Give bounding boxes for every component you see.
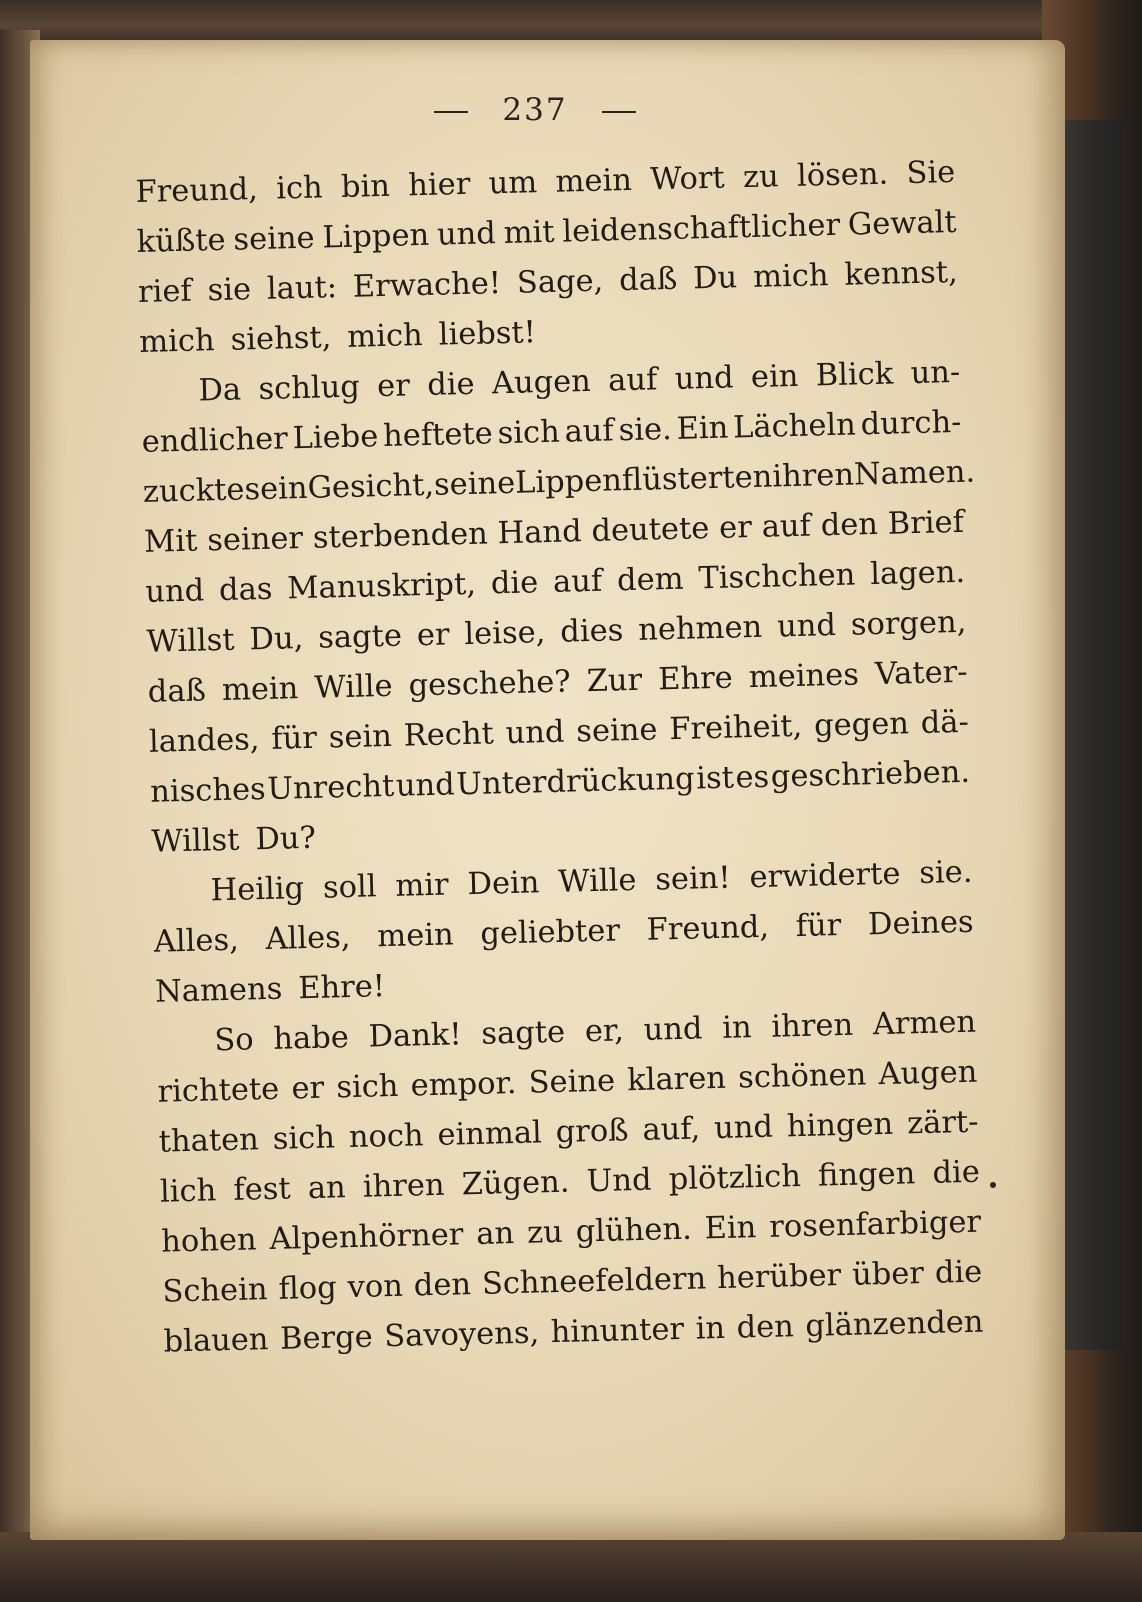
page-number-dash-right	[602, 111, 636, 113]
word: Namen.	[853, 454, 976, 493]
word: heftete	[382, 416, 494, 455]
word: hingen	[786, 1106, 894, 1145]
word: nehmen	[637, 609, 763, 648]
word: hohen	[160, 1222, 257, 1260]
word: sagte	[317, 618, 403, 656]
word: Willst	[151, 822, 240, 860]
word: habe	[272, 1020, 350, 1057]
word: Zügen.	[461, 1164, 570, 1203]
word: und	[643, 1011, 703, 1048]
word: kennst,	[843, 254, 959, 293]
word: Willst	[146, 622, 235, 660]
word: endlicher	[141, 421, 289, 460]
word: die	[934, 1254, 983, 1291]
word: geliebter	[479, 913, 621, 952]
word: Ehre!	[297, 969, 386, 1007]
word: dem	[616, 561, 684, 599]
word: laut:	[266, 270, 338, 307]
page-number-header	[0, 92, 1070, 128]
word: seine	[575, 712, 658, 750]
word: flüsterten	[621, 459, 773, 499]
word: ihren	[771, 1007, 854, 1045]
word: sein	[328, 718, 393, 756]
word: hier	[407, 166, 471, 204]
word: meines	[748, 657, 860, 696]
word: das	[218, 571, 273, 609]
word: zu	[526, 1214, 564, 1251]
word: un-	[910, 354, 961, 392]
word: auf	[761, 508, 812, 545]
word: sie	[207, 272, 252, 309]
word: in	[695, 1310, 726, 1347]
word: Freund,	[646, 909, 770, 948]
word: Da	[198, 372, 242, 409]
word: klaren	[626, 1060, 727, 1099]
word: lagen.	[869, 554, 966, 593]
page-number: 237	[502, 92, 568, 128]
word: auf,	[642, 1111, 701, 1148]
word: durch-	[860, 404, 962, 443]
word: sein!	[654, 860, 732, 898]
word: liebst!	[438, 315, 537, 353]
word: leise,	[463, 615, 546, 653]
word: sterbenden	[312, 516, 489, 556]
word: den	[413, 1267, 472, 1304]
word: Ehre	[657, 660, 734, 698]
word: einmal	[437, 1115, 543, 1153]
word: bin	[340, 168, 391, 205]
word: sie.	[618, 411, 673, 449]
word: daß	[147, 673, 207, 710]
word: mich	[138, 323, 216, 360]
word: Alpenhörner	[269, 1217, 464, 1258]
word: sich	[272, 1120, 336, 1157]
word: mein	[376, 917, 455, 955]
word: seiner	[206, 521, 304, 559]
word: fest	[233, 1171, 292, 1208]
word: glühen.	[575, 1211, 693, 1250]
word: Ein	[676, 410, 729, 447]
word: Lippen	[321, 217, 430, 256]
word: und	[436, 216, 497, 253]
word: sie.	[918, 854, 973, 892]
word: rosenfarbiger	[768, 1204, 982, 1245]
book-cover-spine-strip	[1062, 120, 1122, 1350]
word: er	[416, 617, 450, 654]
word: thaten	[158, 1122, 260, 1160]
word: Wille	[313, 668, 393, 706]
word: Zur	[586, 662, 643, 700]
word: sich	[335, 1068, 399, 1106]
word: an	[475, 1216, 515, 1252]
word: ein	[750, 358, 799, 396]
word: ist	[695, 760, 735, 797]
word: zuckte	[142, 472, 245, 510]
word: er,	[584, 1013, 625, 1050]
word: Du?	[255, 820, 317, 858]
word: leidenschaftlicher	[561, 207, 841, 250]
word: Du	[692, 260, 738, 297]
page-body-text	[135, 148, 984, 1368]
word: Ein	[704, 1210, 757, 1247]
word: um	[488, 165, 538, 202]
word: ihren	[771, 457, 855, 495]
word: sein	[244, 470, 309, 508]
word: soll	[322, 869, 377, 906]
word: Vater-	[874, 654, 968, 693]
word: ihren	[362, 1167, 445, 1205]
word: Dank!	[368, 1017, 463, 1055]
word: und	[713, 1109, 774, 1147]
word: Deines	[867, 904, 975, 943]
word: auf	[564, 413, 615, 450]
word: zu	[742, 159, 780, 196]
word: Liebe	[292, 419, 379, 457]
word: lösen.	[796, 156, 889, 194]
word: küßte	[136, 222, 227, 260]
word: Gesicht,	[307, 467, 435, 506]
word: flog	[278, 1270, 338, 1307]
word: er	[291, 1070, 325, 1107]
word: Recht	[403, 716, 495, 754]
word: er	[376, 368, 411, 405]
word: sorgen,	[850, 604, 967, 643]
word: landes,	[148, 722, 260, 760]
word: Tischchen	[698, 557, 856, 597]
word: groß	[555, 1113, 629, 1151]
word: Freiheit,	[668, 708, 803, 748]
word: auf	[607, 362, 658, 399]
word: für	[795, 907, 842, 945]
word: glänzenden	[804, 1304, 984, 1344]
ink-speck	[990, 1182, 996, 1188]
word: Berge	[279, 1319, 374, 1357]
word: und	[674, 360, 734, 397]
word: Schneefeldern	[481, 1261, 707, 1302]
word: es	[735, 759, 770, 796]
word: Alles,	[265, 919, 351, 958]
word: über	[851, 1256, 925, 1293]
word: Freund,	[135, 172, 259, 210]
word: So	[213, 1022, 255, 1059]
word: nisches	[149, 771, 267, 810]
word: und	[505, 714, 565, 752]
word: Alles,	[153, 922, 240, 960]
word: Brief	[887, 504, 965, 542]
word: Dein	[467, 865, 540, 903]
word: mich	[346, 318, 424, 355]
word: für	[270, 720, 318, 757]
word: mein	[555, 162, 633, 200]
word: Unterdrückung	[455, 761, 696, 803]
word: und	[776, 608, 837, 645]
word: dies	[559, 613, 624, 650]
word: Du,	[249, 621, 304, 658]
word: deutete	[591, 511, 710, 549]
word: Augen	[878, 1054, 978, 1093]
word: geschrieben.	[770, 754, 971, 795]
word: Manuskript,	[286, 566, 477, 607]
word: Wort	[649, 160, 726, 198]
word: den	[820, 506, 879, 544]
word: Namens	[154, 971, 283, 1010]
word: daß	[618, 261, 678, 299]
word: und	[395, 767, 456, 804]
word: schlug	[258, 369, 361, 408]
word: Gewalt	[847, 204, 958, 243]
word: zärt-	[906, 1104, 979, 1142]
word: Unrecht	[266, 768, 395, 807]
word: Lächeln	[732, 407, 857, 446]
word: hinunter	[550, 1311, 685, 1351]
word: sich	[497, 414, 561, 452]
word: Armen	[872, 1004, 977, 1043]
word: seine	[433, 465, 516, 503]
word: fingen	[817, 1156, 916, 1194]
word: herüber	[716, 1258, 842, 1297]
word: in	[721, 1010, 753, 1046]
word: mein	[221, 671, 299, 709]
word: Augen	[491, 363, 592, 402]
word: er	[718, 510, 753, 546]
word: richtete	[157, 1071, 280, 1110]
word: die	[426, 366, 475, 403]
word: Lippen	[514, 463, 623, 501]
word: Und	[586, 1162, 652, 1200]
book-cover-bottom-edge	[0, 1532, 1142, 1602]
word: Blick	[815, 356, 894, 394]
word: Wille	[557, 862, 637, 900]
word: dä-	[920, 704, 970, 741]
page-number-dash-left	[434, 111, 468, 113]
word: schönen	[737, 1057, 867, 1096]
word: seine	[233, 220, 316, 258]
word: die	[932, 1154, 981, 1191]
word: den	[736, 1309, 795, 1346]
word: Savoyens,	[383, 1315, 540, 1355]
word: auf	[552, 563, 603, 600]
word: Hand	[497, 514, 583, 552]
word: blauen	[163, 1322, 269, 1360]
word: lich	[159, 1173, 217, 1210]
word: geschehe?	[408, 664, 572, 704]
word: sagte	[480, 1014, 566, 1052]
word: die	[490, 565, 539, 602]
word: mit	[503, 214, 555, 252]
word: und	[144, 573, 205, 610]
word: Sage,	[516, 263, 604, 301]
word: empor.	[410, 1065, 517, 1104]
word: mich	[752, 258, 829, 295]
word: erwiderte	[749, 856, 901, 896]
word: noch	[348, 1118, 424, 1156]
word: gegen	[813, 706, 910, 744]
word: plötzlich	[668, 1159, 802, 1198]
word: ich	[275, 170, 324, 207]
word: an	[307, 1170, 347, 1207]
word: Schein	[162, 1272, 268, 1310]
word: rief	[137, 273, 193, 310]
word: Erwache!	[352, 266, 502, 305]
word: Seine	[528, 1063, 616, 1101]
word: Sie	[906, 154, 956, 192]
word: mir	[394, 867, 450, 904]
word: von	[347, 1268, 404, 1306]
word: siehst,	[230, 320, 332, 358]
word: Mit	[143, 523, 198, 560]
word: Heilig	[210, 871, 305, 909]
